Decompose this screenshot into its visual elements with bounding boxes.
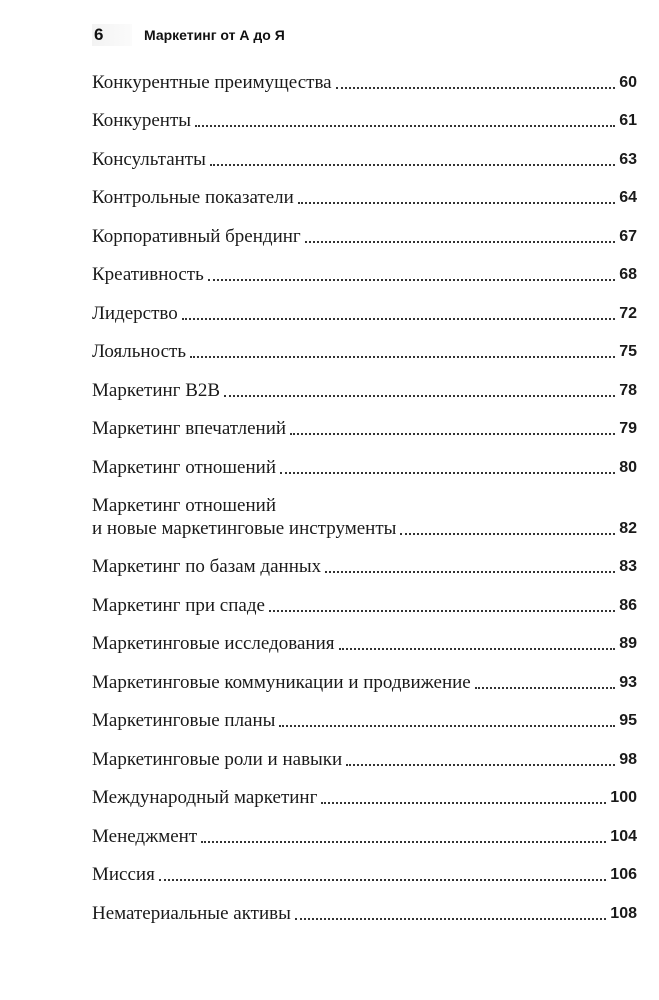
dot-leader [182, 318, 615, 320]
toc-entry[interactable] [92, 618, 637, 657]
toc-entry-page: 108 [610, 904, 637, 922]
toc-entry-title: Маркетинговые коммуникации и продвижение [92, 671, 471, 693]
toc-entry-page: 93 [619, 673, 637, 691]
toc-entry[interactable] [92, 849, 637, 888]
toc-entry-title: Миссия [92, 864, 155, 885]
dot-leader [269, 610, 615, 612]
dot-leader [325, 571, 615, 573]
toc-entry-page: 89 [619, 635, 637, 652]
dot-leader [346, 764, 615, 766]
dot-leader [295, 918, 606, 920]
toc-entry-title: Нематериальные активы [92, 902, 291, 924]
toc-entry-title: Корпоративный брендинг [92, 225, 301, 247]
dot-leader [290, 433, 615, 435]
toc-entry-page: 68 [619, 266, 637, 283]
toc-entry-multiline[interactable] [92, 480, 637, 541]
toc-entry-page: 67 [619, 227, 637, 245]
toc-entry-title: Маркетинговые роли и навыки [92, 748, 343, 770]
toc-entry-page: 95 [619, 712, 637, 729]
toc-entry[interactable] [92, 733, 637, 772]
dot-leader [190, 356, 615, 358]
dot-leader [159, 879, 606, 881]
dot-leader [224, 395, 615, 397]
toc-entry-title-line2: и новые маркетинговые инструменты [92, 517, 397, 539]
toc-entry[interactable] [92, 133, 637, 172]
toc-entry[interactable] [92, 579, 637, 618]
toc-entry[interactable] [92, 172, 637, 211]
toc-entry-page: 61 [619, 112, 637, 129]
toc-entry[interactable] [92, 210, 637, 249]
toc-entry[interactable] [92, 887, 637, 926]
page-number-box [92, 24, 132, 46]
toc-entry-page: 78 [619, 381, 637, 399]
toc-entry-title: Маркетинг по базам данных [92, 556, 322, 577]
toc-entry-title: Маркетинг впечатлений [92, 418, 287, 439]
toc-entry[interactable] [92, 403, 637, 442]
dot-leader [475, 687, 615, 689]
toc-entry-title: Менеджмент [92, 825, 198, 847]
toc-entry-title: Международный маркетинг [92, 787, 318, 808]
toc-entry[interactable] [92, 695, 637, 734]
toc-entry-title: Конкуренты [92, 110, 192, 131]
toc-entry-title: Контрольные показатели [92, 187, 294, 208]
dot-leader [321, 802, 606, 804]
dot-leader [400, 533, 615, 535]
dot-leader [208, 279, 615, 281]
toc-entry-page: 64 [619, 189, 637, 206]
toc-entry-title: Маркетинговые исследования [92, 633, 335, 654]
toc-entry-title: Консультанты [92, 148, 206, 170]
toc-entry-page: 83 [619, 558, 637, 575]
toc-entry-title: Маркетинг при спаде [92, 594, 265, 616]
running-title: Маркетинг от А до Я [144, 27, 285, 43]
toc-entry-title: Креативность [92, 264, 204, 285]
toc-entry-page: 86 [619, 596, 637, 614]
toc-entry[interactable] [92, 287, 637, 326]
toc-entry-title: Маркетинг B2B [92, 379, 221, 401]
dot-leader [279, 725, 615, 727]
dot-leader [201, 841, 606, 843]
toc-entry-page: 80 [619, 458, 637, 476]
toc-entry[interactable] [92, 56, 637, 95]
toc-entry-title: Лояльность [92, 341, 186, 362]
toc-entry-title: Маркетинговые планы [92, 710, 276, 731]
toc-entry[interactable] [92, 810, 637, 849]
dot-leader [298, 202, 615, 204]
page-header [92, 22, 285, 48]
toc-entry[interactable] [92, 95, 637, 134]
toc-entry[interactable] [92, 541, 637, 580]
toc-entry-page: 106 [610, 866, 637, 883]
toc-entry[interactable] [92, 249, 637, 288]
page-number: 6 [94, 25, 104, 44]
toc-entry[interactable] [92, 772, 637, 811]
toc-entry[interactable] [92, 656, 637, 695]
table-of-contents [92, 56, 637, 926]
toc-entry[interactable] [92, 364, 637, 403]
toc-entry-page: 72 [619, 304, 637, 322]
toc-entry-page: 104 [610, 827, 637, 845]
toc-entry-title: Конкурентные преимущества [92, 71, 332, 93]
toc-entry-title-line1: Маркетинг отношений [92, 494, 276, 516]
toc-entry-page: 63 [619, 150, 637, 168]
toc-entry[interactable] [92, 441, 637, 480]
toc-entry-page: 100 [610, 789, 637, 806]
toc-entry-page: 79 [619, 420, 637, 437]
toc-entry-title: Маркетинг отношений [92, 456, 276, 478]
toc-entry[interactable] [92, 326, 637, 365]
dot-leader [336, 87, 616, 89]
toc-entry-page: 98 [619, 750, 637, 768]
toc-entry-page: 82 [619, 519, 637, 537]
dot-leader [210, 164, 615, 166]
toc-entry-page: 75 [619, 343, 637, 360]
toc-entry-title: Лидерство [92, 302, 178, 324]
dot-leader [339, 648, 616, 650]
dot-leader [305, 241, 616, 243]
dot-leader [280, 472, 615, 474]
toc-entry-page: 60 [619, 73, 637, 91]
dot-leader [195, 125, 615, 127]
